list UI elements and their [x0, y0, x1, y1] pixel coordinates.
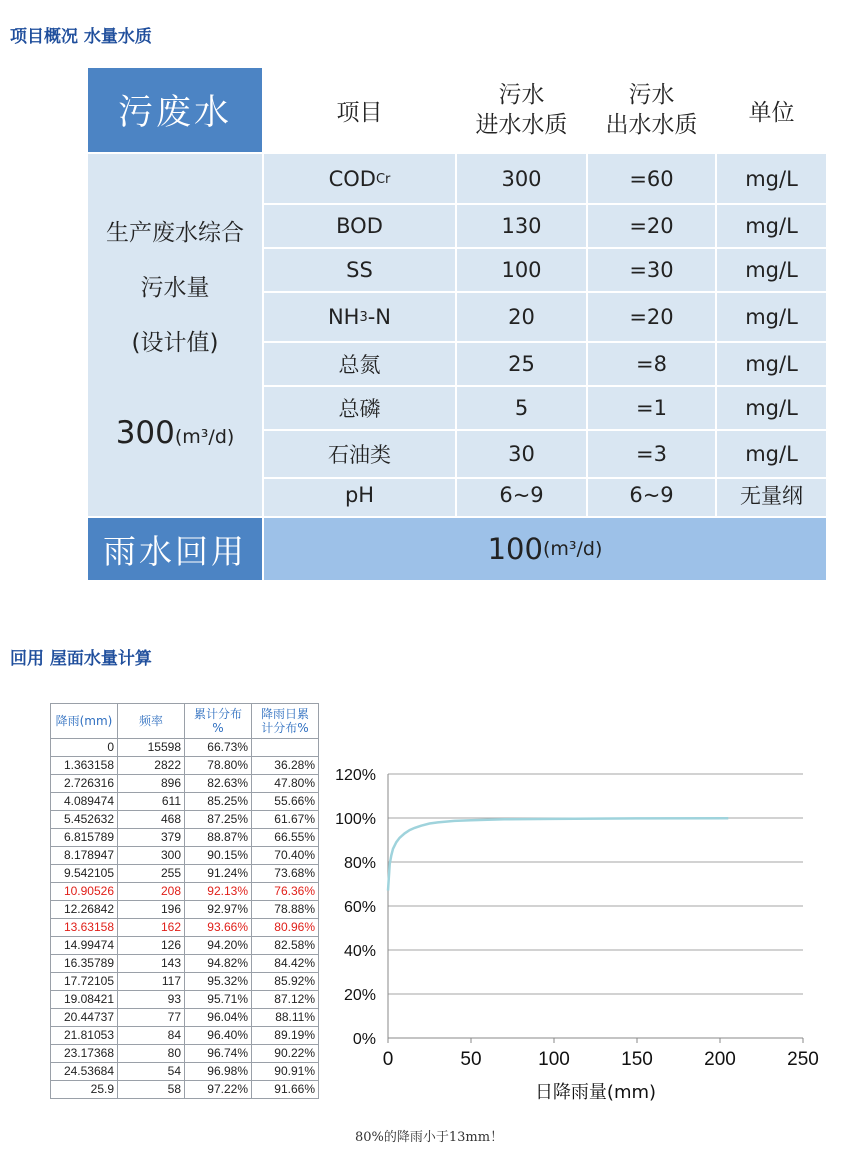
- quality-unit: mg/L: [745, 352, 798, 376]
- rain-table-row: [51, 973, 319, 991]
- rain-table-cell: 15598: [118, 739, 185, 757]
- rain-table-cell: 82.63%: [185, 775, 252, 793]
- flow-description: [88, 154, 262, 516]
- item-name: SS: [346, 258, 373, 282]
- quality-inlet: 6~9: [499, 483, 544, 507]
- rain-table-cell: 208: [118, 883, 185, 901]
- rain-table-cell: 94.82%: [185, 955, 252, 973]
- water-quality-table: [88, 68, 826, 580]
- rain-table-cell: 896: [118, 775, 185, 793]
- quality-row: [264, 386, 826, 430]
- rainfall-frequency-table: [50, 703, 319, 1099]
- rain-table-cell: [252, 739, 319, 757]
- rain-table-cell: 66.55%: [252, 829, 319, 847]
- rain-table-row: [51, 811, 319, 829]
- y-tick-label: 0%: [352, 1031, 376, 1048]
- quality-item: [264, 430, 455, 478]
- flow-label-line2: 污水量: [140, 275, 210, 301]
- rain-table-cell: 85.25%: [185, 793, 252, 811]
- rain-col-cumulative: 累计分布 %: [185, 704, 252, 739]
- x-tick-label: 50: [460, 1049, 482, 1070]
- rain-col-frequency: 频率: [118, 704, 185, 739]
- rain-table-cell: 96.04%: [185, 1009, 252, 1027]
- rain-table-cell: 19.08421: [51, 991, 118, 1009]
- item-name: 总氮: [338, 353, 381, 377]
- rain-table-cell: 36.28%: [252, 757, 319, 775]
- rain-table-row: [51, 937, 319, 955]
- rain-table-cell: 4.089474: [51, 793, 118, 811]
- left-header-cell: 污废水: [88, 68, 262, 152]
- quality-inlet: 20: [508, 305, 535, 329]
- rain-table-cell: 70.40%: [252, 847, 319, 865]
- rain-table-row: [51, 1063, 319, 1081]
- rain-table-cell: 87.12%: [252, 991, 319, 1009]
- quality-row: [264, 430, 826, 478]
- rain-table-cell: 300: [118, 847, 185, 865]
- rain-table-cell: 95.32%: [185, 973, 252, 991]
- rain-table-cell: 84: [118, 1027, 185, 1045]
- rain-table-cell: 8.178947: [51, 847, 118, 865]
- item-name: 石油类: [328, 443, 391, 467]
- y-tick-label: 100%: [335, 811, 376, 828]
- rain-table-row: [51, 775, 319, 793]
- rain-table-cell: 61.67%: [252, 811, 319, 829]
- quality-row: [264, 204, 826, 248]
- rain-table-cell: 80.96%: [252, 919, 319, 937]
- col-header-outlet: 污水 出水水质: [588, 68, 715, 152]
- rain-table-cell: 90.91%: [252, 1063, 319, 1081]
- rain-table-cell: 76.36%: [252, 883, 319, 901]
- rain-table-cell: 143: [118, 955, 185, 973]
- rain-table-cell: 94.20%: [185, 937, 252, 955]
- rain-table-row: [51, 991, 319, 1009]
- item-subscript: Cr: [375, 171, 391, 187]
- rain-table-cell: 90.15%: [185, 847, 252, 865]
- rain-table-row: [51, 883, 319, 901]
- y-tick-label: 60%: [343, 899, 376, 916]
- quality-item: [264, 478, 455, 512]
- rain-table-cell: 611: [118, 793, 185, 811]
- rain-table-row: [51, 865, 319, 883]
- quality-row: [264, 248, 826, 292]
- rain-table-cell: 23.17368: [51, 1045, 118, 1063]
- quality-outlet: =8: [636, 352, 667, 376]
- rain-table-cell: 2822: [118, 757, 185, 775]
- rain-table-cell: 55.66%: [252, 793, 319, 811]
- rain-table-cell: 77: [118, 1009, 185, 1027]
- rain-table-cell: 92.97%: [185, 901, 252, 919]
- rain-table-cell: 6.815789: [51, 829, 118, 847]
- rain-table-cell: 91.24%: [185, 865, 252, 883]
- rain-table-cell: 9.542105: [51, 865, 118, 883]
- rain-table-row: [51, 757, 319, 775]
- x-tick-label: 100: [538, 1049, 570, 1070]
- rain-table-cell: 91.66%: [252, 1081, 319, 1099]
- rain-table-cell: 78.80%: [185, 757, 252, 775]
- rain-table-cell: 92.13%: [185, 883, 252, 901]
- rain-table-cell: 12.26842: [51, 901, 118, 919]
- footer-unit: (m³/d): [542, 538, 603, 560]
- quality-unit: mg/L: [745, 214, 798, 238]
- rain-table-cell: 88.87%: [185, 829, 252, 847]
- x-tick-label: 0: [382, 1049, 394, 1070]
- rain-table-cell: 2.726316: [51, 775, 118, 793]
- rain-table-row: [51, 1009, 319, 1027]
- quality-outlet: =20: [629, 214, 674, 238]
- col-header-inlet: 污水 进水水质: [457, 68, 586, 152]
- rain-table-row: [51, 1027, 319, 1045]
- quality-row: [264, 154, 826, 204]
- item-name: BOD: [336, 214, 383, 238]
- rain-table-row: [51, 793, 319, 811]
- rain-table-cell: 14.99474: [51, 937, 118, 955]
- quality-outlet: =30: [629, 258, 674, 282]
- quality-item: [264, 248, 455, 292]
- quality-inlet: 100: [501, 258, 542, 282]
- rain-table-cell: 82.58%: [252, 937, 319, 955]
- quality-unit: mg/L: [745, 258, 798, 282]
- quality-item: [264, 342, 455, 386]
- rain-table-cell: 87.25%: [185, 811, 252, 829]
- quality-inlet: 30: [508, 442, 535, 466]
- y-tick-label: 20%: [343, 987, 376, 1004]
- rain-table-cell: 255: [118, 865, 185, 883]
- rain-table-cell: 468: [118, 811, 185, 829]
- quality-row: [264, 342, 826, 386]
- rain-table-cell: 90.22%: [252, 1045, 319, 1063]
- rain-table-cell: 84.42%: [252, 955, 319, 973]
- rain-table-cell: 20.44737: [51, 1009, 118, 1027]
- rain-table-cell: 16.35789: [51, 955, 118, 973]
- rainfall-cumulative-chart: [330, 752, 830, 1117]
- rain-col-rainfall: 降雨(mm): [51, 704, 118, 739]
- col-header-unit: 单位: [717, 68, 826, 152]
- rain-table-cell: 47.80%: [252, 775, 319, 793]
- rain-table-cell: 1.363158: [51, 757, 118, 775]
- rain-table-header: [51, 704, 319, 739]
- flow-value: [116, 415, 235, 451]
- quality-outlet: =1: [636, 396, 667, 420]
- quality-unit: mg/L: [745, 442, 798, 466]
- rain-table-cell: 96.74%: [185, 1045, 252, 1063]
- item-name: NH: [327, 305, 360, 329]
- quality-inlet: 5: [514, 396, 529, 420]
- quality-item: [264, 154, 455, 204]
- footer-number: 100: [487, 532, 543, 566]
- y-tick-label: 120%: [335, 767, 376, 784]
- rain-table-row: [51, 901, 319, 919]
- quality-inlet: 25: [508, 352, 535, 376]
- quality-item: [264, 204, 455, 248]
- rain-table-cell: 24.53684: [51, 1063, 118, 1081]
- x-tick-label: 200: [704, 1049, 736, 1070]
- quality-inlet: 300: [501, 167, 542, 191]
- rain-table-row: [51, 1081, 319, 1099]
- rain-table-cell: 196: [118, 901, 185, 919]
- x-tick-label: 250: [787, 1049, 819, 1070]
- rain-table-row: [51, 919, 319, 937]
- quality-row: [264, 478, 826, 512]
- rain-table-cell: 97.22%: [185, 1081, 252, 1099]
- quality-unit: 无量纲: [740, 484, 803, 508]
- footer-value-cell: [264, 518, 826, 580]
- rain-table-cell: 54: [118, 1063, 185, 1081]
- flow-label-line3: (设计值): [131, 330, 219, 356]
- item-tail: -N: [367, 305, 392, 329]
- rain-table-cell: 78.88%: [252, 901, 319, 919]
- rain-table-cell: 66.73%: [185, 739, 252, 757]
- rain-table-cell: 58: [118, 1081, 185, 1099]
- quality-unit: mg/L: [745, 305, 798, 329]
- rainfall-note: 80%的降雨小于13mm！: [355, 1130, 504, 1145]
- quality-outlet: =3: [636, 442, 667, 466]
- rain-table-row: [51, 955, 319, 973]
- y-tick-label: 80%: [343, 855, 376, 872]
- quality-outlet: =20: [629, 305, 674, 329]
- section-heading-rainwater: 回用 屋面水量计算: [10, 649, 152, 669]
- quality-item: [264, 386, 455, 430]
- quality-unit: mg/L: [745, 167, 798, 191]
- rain-table-row: [51, 1045, 319, 1063]
- x-tick-label: 150: [621, 1049, 653, 1070]
- rain-table-cell: 89.19%: [252, 1027, 319, 1045]
- rain-table-cell: 13.63158: [51, 919, 118, 937]
- rain-table-cell: 0: [51, 739, 118, 757]
- y-tick-label: 40%: [343, 943, 376, 960]
- rain-table-cell: 80: [118, 1045, 185, 1063]
- quality-unit: mg/L: [745, 396, 798, 420]
- flow-number: 300: [115, 415, 175, 451]
- footer-label-cell: 雨水回用: [88, 518, 262, 580]
- quality-item: [264, 292, 455, 342]
- item-name: 总磷: [338, 397, 381, 421]
- quality-outlet: =60: [629, 167, 674, 191]
- x-axis-label: 日降雨量(mm): [534, 1082, 657, 1103]
- flow-unit: (m³/d): [174, 426, 235, 448]
- quality-row: [264, 292, 826, 342]
- item-name: COD: [328, 167, 376, 191]
- rain-table-cell: 5.452632: [51, 811, 118, 829]
- rain-table-cell: 73.68%: [252, 865, 319, 883]
- rain-table-cell: 162: [118, 919, 185, 937]
- series-line: [388, 818, 728, 890]
- rain-table-cell: 379: [118, 829, 185, 847]
- rain-table-cell: 96.98%: [185, 1063, 252, 1081]
- rain-table-row: [51, 847, 319, 865]
- rain-table-row: [51, 739, 319, 757]
- quality-outlet: 6~9: [629, 483, 674, 507]
- item-name: pH: [344, 483, 375, 507]
- rain-table-cell: 85.92%: [252, 973, 319, 991]
- rain-table-cell: 88.11%: [252, 1009, 319, 1027]
- rain-table-cell: 95.71%: [185, 991, 252, 1009]
- rain-table-cell: 93.66%: [185, 919, 252, 937]
- rain-table-cell: 25.9: [51, 1081, 118, 1099]
- rain-table-cell: 17.72105: [51, 973, 118, 991]
- rain-table-cell: 10.90526: [51, 883, 118, 901]
- item-subscript: 3: [359, 309, 368, 325]
- rain-table-cell: 126: [118, 937, 185, 955]
- rain-table-cell: 117: [118, 973, 185, 991]
- quality-inlet: 130: [501, 214, 542, 238]
- rain-table-cell: 21.81053: [51, 1027, 118, 1045]
- rain-table-cell: 96.40%: [185, 1027, 252, 1045]
- flow-label-line1: 生产废水综合: [106, 220, 244, 246]
- rain-table-cell: 93: [118, 991, 185, 1009]
- col-header-item: 项目: [264, 68, 455, 152]
- section-heading-water-quality: 项目概况 水量水质: [10, 27, 152, 47]
- rain-table-row: [51, 829, 319, 847]
- rain-col-day-cumulative: 降雨日累 计分布%: [252, 704, 319, 739]
